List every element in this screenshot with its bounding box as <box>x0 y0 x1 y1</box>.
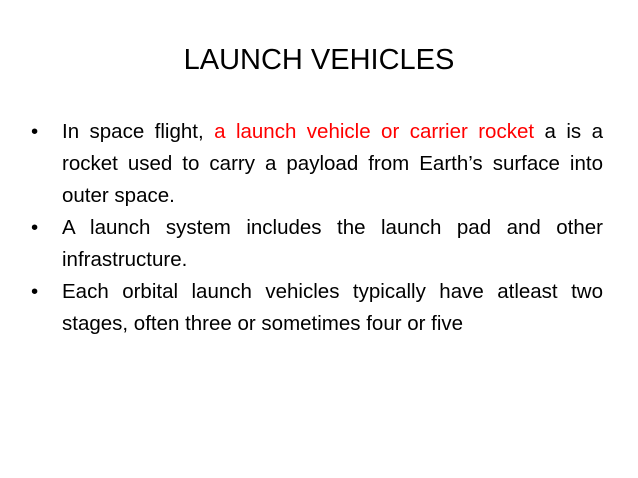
bullet-1-text-start: In space flight, <box>62 120 215 143</box>
bullet-marker-icon: • <box>31 216 39 239</box>
bullet-list <box>31 116 603 340</box>
bullet-item-3 <box>31 276 603 340</box>
bullet-marker-icon: • <box>31 280 39 303</box>
bullet-1-text-end: a is a rocket used to carry a payload from Earth’s surface into outer space. <box>62 120 603 207</box>
bullet-item-1 <box>31 116 603 212</box>
bullet-marker-icon: • <box>31 120 39 143</box>
bullet-1-highlight: a launch vehicle or carrier rocket <box>214 120 535 143</box>
bullet-2-text: A launch system includes the launch pad and other infrastructure. <box>62 216 603 271</box>
slide-title: LAUNCH VEHICLES <box>183 44 455 76</box>
bullet-item-2 <box>31 212 603 276</box>
bullet-3-text: Each orbital launch vehicles typically have atleast two stages, often three or sometimes four or five <box>62 280 603 335</box>
